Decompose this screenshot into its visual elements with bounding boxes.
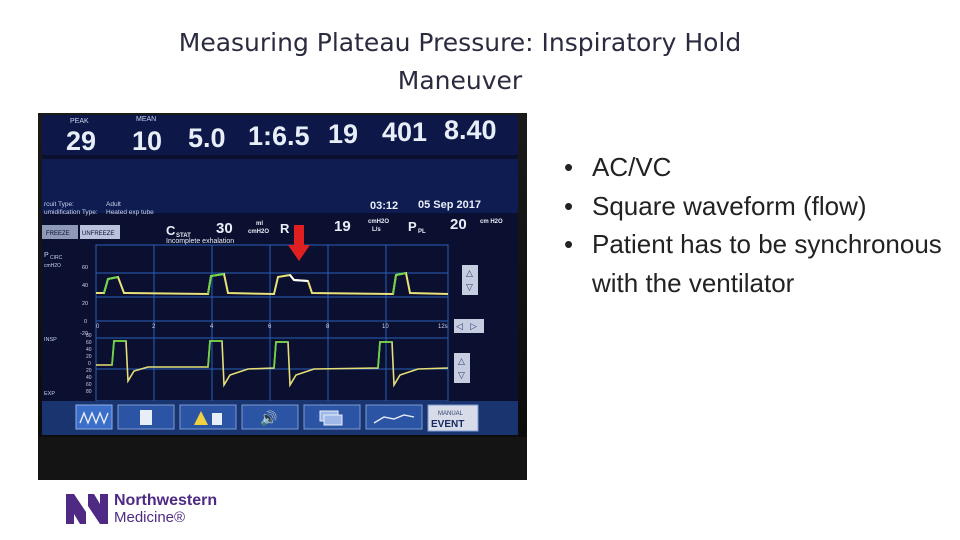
- alarm-settings-button[interactable]: [180, 405, 236, 429]
- flow-tick: 40: [86, 347, 92, 353]
- volume-value: 401: [382, 117, 428, 147]
- time-tick: 12s: [438, 324, 448, 330]
- flow-tick: 80: [86, 333, 92, 339]
- bullet-item: [562, 148, 952, 187]
- triangle-up-icon: △: [466, 269, 473, 279]
- manual-event-bottom: EVENT: [431, 419, 465, 430]
- ventilator-screen: [38, 113, 527, 480]
- pressure-tick: 60: [82, 265, 89, 271]
- mean-label: MEAN: [136, 116, 157, 123]
- time-tick: 8: [326, 324, 330, 330]
- bullet-item: [562, 225, 952, 302]
- raw-value: 19: [334, 218, 351, 235]
- triangle-right-icon: ▷: [470, 322, 477, 332]
- pressure-axis-sub: CIRC: [50, 255, 63, 261]
- logo-line1: Northwestern: [114, 492, 218, 509]
- clipboard-icon: [140, 410, 152, 425]
- pressure-tick: 20: [82, 301, 89, 307]
- rate-value: 19: [328, 119, 359, 149]
- time-tick: 4: [210, 324, 214, 330]
- ppl-label: P: [408, 219, 417, 234]
- freeze-button-label: FREEZE: [46, 231, 70, 237]
- time-tick: 2: [152, 324, 156, 330]
- pressure-axis-label: P: [44, 252, 49, 259]
- pressure-tick: -20: [80, 331, 88, 337]
- ie-ratio-value: 1:6.5: [248, 121, 310, 151]
- triangle-down-icon: ▽: [466, 283, 473, 293]
- peep-value: 5.0: [188, 123, 226, 153]
- humidification-label: umidification Type:: [44, 209, 98, 216]
- raw-unit-top: cmH2O: [368, 219, 390, 225]
- speaker-icon: 🔊: [260, 411, 278, 427]
- time-tick: 10: [382, 324, 389, 330]
- flow-axis-exp: EXP: [44, 391, 56, 397]
- minute-volume-value: 8.40: [444, 115, 497, 145]
- triangle-down-icon: ▽: [458, 371, 465, 381]
- ppl-value: 20: [450, 216, 467, 233]
- clock-time: 03:12: [370, 200, 399, 212]
- triangle-left-icon: ◁: [456, 322, 463, 332]
- cstat-unit-top: ml: [256, 221, 264, 227]
- unfreeze-button-label: UNFREEZE: [82, 231, 115, 237]
- toolbar: [76, 405, 478, 431]
- peak-value: 29: [66, 126, 97, 156]
- flow-tick: 80: [86, 389, 92, 395]
- raw-unit-bottom: L/s: [372, 227, 381, 233]
- bullet-dot: •: [564, 152, 574, 182]
- peak-label: PEAK: [70, 118, 89, 125]
- flow-tick: 0: [88, 361, 91, 367]
- pressure-tick: 40: [82, 283, 89, 289]
- bullet-dot: •: [564, 190, 574, 221]
- bullet-list: [562, 148, 952, 302]
- cstat-unit-bottom: cmH2O: [248, 229, 270, 235]
- flow-tick: 20: [86, 368, 92, 374]
- bullet-text: Patient has to be synchronous with the ventilator: [592, 229, 942, 298]
- cstat-sub: STAT: [176, 233, 191, 239]
- circuit-type-value: Adult: [106, 201, 121, 208]
- bullet-text: AC/VC: [592, 152, 672, 182]
- time-tick: 6: [268, 324, 272, 330]
- slide-title: Measuring Plateau Pressure: Inspiratory Hold Maneuver: [178, 28, 742, 95]
- ppl-sub: PL: [418, 229, 426, 235]
- humidification-value: Heated exp tube: [106, 209, 154, 216]
- circuit-type-label: rcuit Type:: [44, 201, 74, 208]
- ppl-unit: cm H2O: [480, 219, 503, 225]
- manual-event-top: MANUAL: [438, 411, 464, 417]
- clock-date: 05 Sep 2017: [418, 199, 481, 211]
- northwestern-medicine-logo: [66, 492, 226, 528]
- flow-tick: 20: [86, 354, 92, 360]
- alarm-log-icon: [212, 413, 222, 425]
- pressure-tick: 0: [84, 319, 88, 325]
- ventilator-photo: [38, 113, 527, 480]
- triangle-up-icon: △: [458, 357, 465, 367]
- raw-label: R: [280, 221, 290, 236]
- mean-value: 10: [132, 126, 163, 156]
- flow-axis-insp: INSP: [44, 337, 57, 343]
- flow-tick: 40: [86, 375, 92, 381]
- logo-line2: Medicine®: [114, 509, 186, 526]
- cstat-value: 30: [216, 220, 233, 237]
- flow-tick: 60: [86, 382, 92, 388]
- flow-tick: 60: [86, 340, 92, 346]
- cstat-label: C: [166, 223, 176, 238]
- nm-logo-mark-icon: [66, 494, 108, 526]
- bullet-text: Square waveform (flow): [592, 190, 867, 221]
- status-message: Incomplete exhalation: [166, 238, 235, 245]
- time-tick: 0: [96, 324, 100, 330]
- bullet-dot: •: [564, 229, 574, 259]
- pressure-axis-unit: cmH2O: [44, 263, 61, 269]
- bullet-item: [562, 187, 952, 226]
